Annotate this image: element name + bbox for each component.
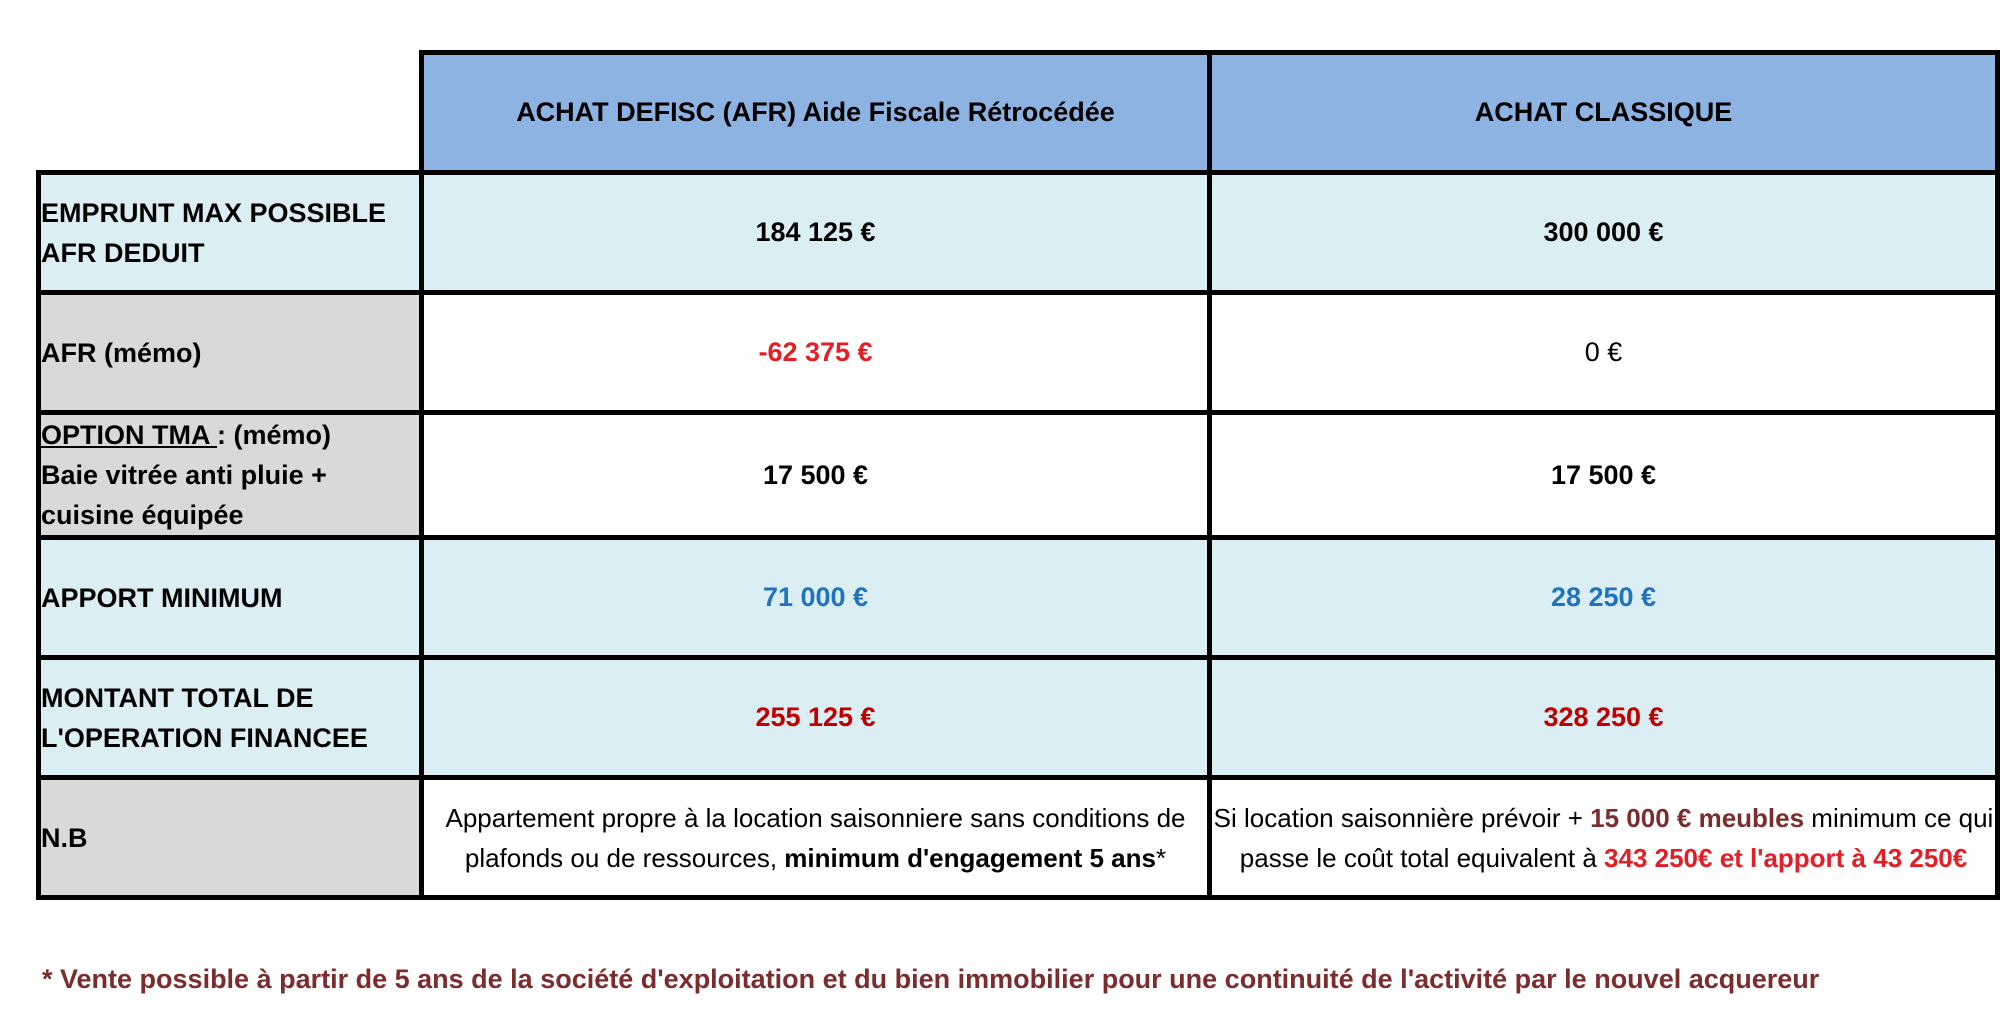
option-tma-classic-value: 17 500 € (1210, 413, 1998, 538)
label-montant (39, 658, 422, 778)
label-nb: N.B (39, 778, 422, 898)
label-option-tma-line3: cuisine équipée (41, 500, 244, 530)
header-blank-cell (39, 53, 422, 173)
header-afr: ACHAT DEFISC (AFR) Aide Fiscale Rétrocédée (422, 53, 1210, 173)
row-montant (39, 658, 1998, 778)
afr-memo-classic-value: 0 € (1210, 293, 1998, 413)
nb-classic-meubles: 15 000 € meubles (1590, 802, 1805, 833)
nb-afr-bold: minimum d'engagement 5 ans (784, 842, 1156, 873)
label-option-tma-underlined: OPTION TMA (41, 420, 217, 450)
label-emprunt (39, 173, 422, 293)
row-afr-memo (39, 293, 1998, 413)
row-nb (39, 778, 1998, 898)
row-apport (39, 538, 1998, 658)
label-montant-line2: L'OPERATION FINANCEE (41, 722, 368, 753)
header-row (39, 53, 1998, 173)
nb-classic-text2: minimum ce qui passe le coût total equivalent à (1239, 802, 1994, 873)
comparison-table (36, 50, 2000, 900)
afr-memo-afr-value: -62 375 € (422, 293, 1210, 413)
nb-classic-text1: Si location saisonnière prévoir + (1213, 802, 1591, 833)
header-classic: ACHAT CLASSIQUE (1210, 53, 1998, 173)
row-emprunt (39, 173, 1998, 293)
footnote: * Vente possible à partir de 5 ans de la société d'exploitation et du bien immobilier pour une continuité de l'activité par le nouvel acquereur (42, 964, 1820, 994)
montant-afr-value: 255 125 € (422, 658, 1210, 778)
nb-classic-note (1210, 778, 1998, 898)
label-option-tma-rest: : (mémo) (217, 420, 331, 450)
label-montant-line1: MONTANT TOTAL DE (41, 682, 314, 713)
option-tma-afr-value: 17 500 € (422, 413, 1210, 538)
label-emprunt-line1: EMPRUNT MAX POSSIBLE (41, 197, 387, 228)
apport-classic-value: 28 250 € (1210, 538, 1998, 658)
nb-afr-asterisk: * (1156, 842, 1167, 873)
label-option-tma-line2: Baie vitrée anti pluie + (41, 460, 327, 490)
label-afr-memo: AFR (mémo) (39, 293, 422, 413)
apport-afr-value: 71 000 € (422, 538, 1210, 658)
emprunt-afr-value: 184 125 € (422, 173, 1210, 293)
nb-afr-note (422, 778, 1210, 898)
label-option-tma (39, 413, 422, 538)
nb-afr-text: Appartement propre à la location saisonniere sans conditions de plafonds ou de ressources, (445, 802, 1186, 873)
row-option-tma (39, 413, 1998, 538)
label-apport: APPORT MINIMUM (39, 538, 422, 658)
nb-classic-total: 343 250€ et l'apport à 43 250€ (1604, 842, 1968, 873)
montant-classic-value: 328 250 € (1210, 658, 1998, 778)
emprunt-classic-value: 300 000 € (1210, 173, 1998, 293)
label-emprunt-line2: AFR DEDUIT (41, 237, 205, 268)
